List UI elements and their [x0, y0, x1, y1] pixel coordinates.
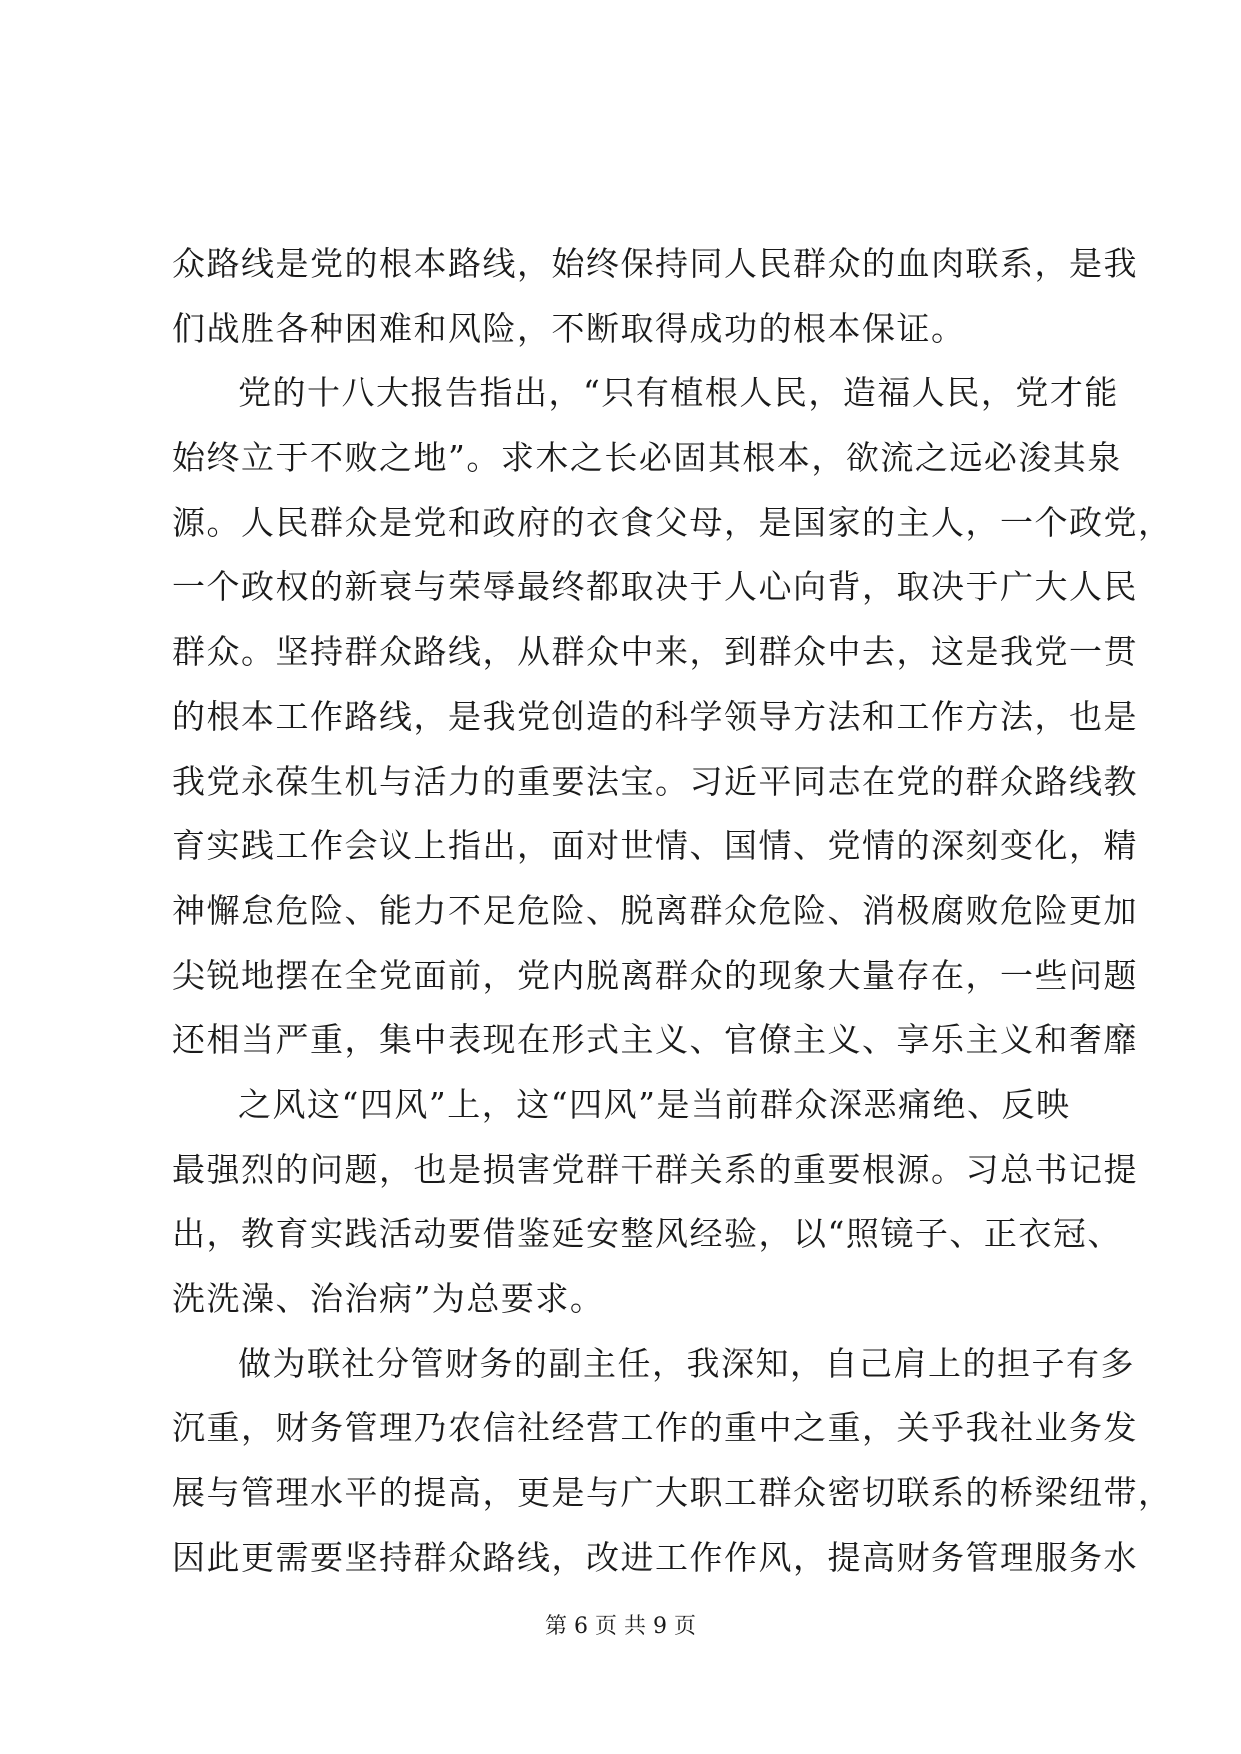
text-line: 始终立于不败之地”。求木之长必固其根本，欲流之远必浚其泉 [172, 438, 1122, 478]
text-line: 党的十八大报告指出，“只有植根人民，造福人民，党才能 [238, 373, 1119, 413]
text-line: 做为联社分管财务的副主任，我深知，自己肩上的担子有多 [238, 1343, 1135, 1383]
text-line: 还相当严重，集中表现在形式主义、官僚主义、享乐主义和奢靡 [172, 1020, 1138, 1060]
text-line: 展与管理水平的提高，更是与广大职工群众密切联系的桥梁纽带， [172, 1473, 1173, 1513]
text-line: 因此更需要坚持群众路线，改进工作作风，提高财务管理服务水 [172, 1537, 1138, 1577]
text-line: 育实践工作会议上指出，面对世情、国情、党情的深刻变化，精 [172, 826, 1138, 866]
text-line: 源。人民群众是党和政府的衣食父母，是国家的主人，一个政党， [172, 502, 1173, 542]
text-line: 最强烈的问题，也是损害党群干群关系的重要根源。习总书记提 [172, 1149, 1138, 1189]
text-line: 群众。坚持群众路线，从群众中来，到群众中去，这是我党一贯 [172, 632, 1138, 672]
text-line: 出，教育实践活动要借鉴延安整风经验，以“照镜子、正衣冠、 [172, 1214, 1122, 1254]
text-line: 众路线是党的根本路线，始终保持同人民群众的血肉联系，是我 [172, 244, 1138, 283]
text-line: 的根本工作路线，是我党创造的科学领导方法和工作方法，也是 [172, 696, 1138, 736]
text-line: 洗洗澡、治治病”为总要求。 [172, 1279, 605, 1318]
text-line: 之风这“四风”上，这“四风”是当前群众深恶痛绝、反映 [238, 1084, 1071, 1124]
text-line: 一个政权的新衰与荣辱最终都取决于人心向背，取决于广大人民 [172, 567, 1138, 607]
text-line: 尖锐地摆在全党面前，党内脱离群众的现象大量存在，一些问题 [172, 955, 1138, 995]
text-line: 们战胜各种困难和风险，不断取得成功的根本保证。 [172, 308, 966, 348]
page-footer: 第 6 页 共 9 页 [545, 1614, 696, 1639]
text-line: 沉重，财务管理乃农信社经营工作的重中之重，关乎我社业务发 [172, 1408, 1138, 1448]
text-line: 神懈怠危险、能力不足危险、脱离群众危险、消极腐败危险更加 [172, 890, 1138, 930]
text-line: 我党永葆生机与活力的重要法宝。习近平同志在党的群众路线教 [172, 761, 1138, 801]
document-body [172, 232, 1173, 1590]
